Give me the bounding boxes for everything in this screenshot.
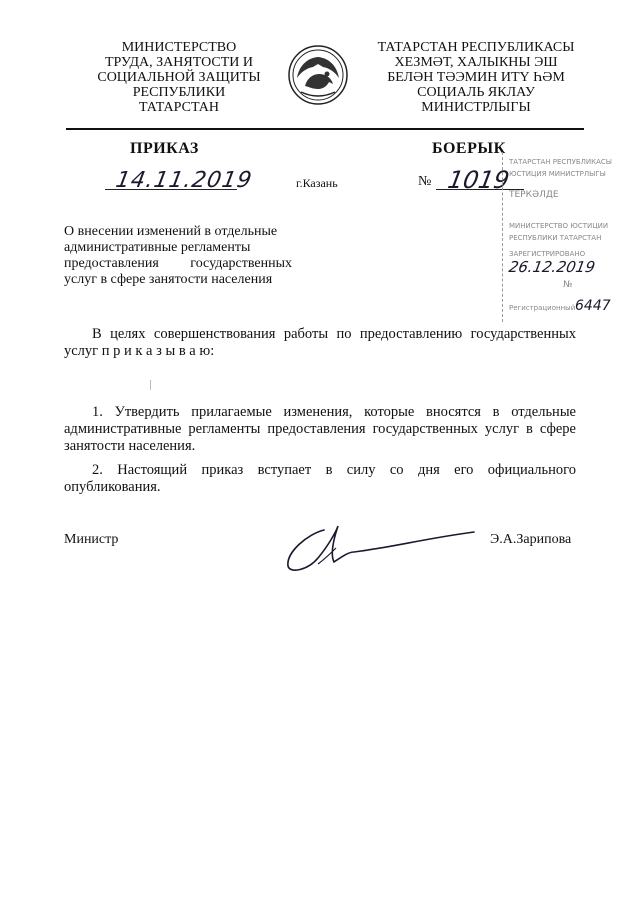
subject-line: О внесении изменений в отдельные bbox=[64, 224, 278, 239]
body-item-2: 2. Настоящий приказ вступает в силу со дня его официального опубликования. bbox=[64, 462, 576, 495]
stamp-line: ЗАРЕГИСТРИРОВАНО bbox=[509, 250, 586, 258]
order-date: 14.11.2019 bbox=[113, 168, 255, 193]
stamp-line: МИНИСТЕРСТВО ЮСТИЦИИ bbox=[509, 222, 609, 230]
ministry-name-line: СОЦИАЛЬНОЙ ЗАЩИТЫ bbox=[97, 70, 261, 85]
stamp-number-label: № bbox=[563, 280, 573, 290]
stamp-line: ЮСТИЦИЯ МИНИСТРЛЫГЫ bbox=[509, 170, 606, 178]
ministry-name-tatar bbox=[360, 40, 592, 115]
subject-line: услуг в сфере занятости населения bbox=[64, 272, 273, 287]
ministry-name-line: МИНИСТЕРСТВО bbox=[121, 40, 237, 55]
ministry-name-line: РЕСПУБЛИКИ bbox=[132, 85, 226, 100]
tatarstan-coat-of-arms-icon bbox=[287, 44, 349, 106]
subject-line: предоставления государственных bbox=[64, 256, 292, 271]
registration-stamp bbox=[502, 152, 617, 322]
order-type-tatar: БОЕРЫК bbox=[432, 140, 506, 157]
stamp-registration-date: 26.12.2019 bbox=[507, 258, 597, 276]
order-city: г.Казань bbox=[296, 176, 338, 190]
signatory-title: Министр bbox=[64, 532, 119, 547]
ministry-name-line: СОЦИАЛЬ ЯКЛАУ bbox=[417, 85, 535, 100]
ministry-name-line: ТРУДА, ЗАНЯТОСТИ И bbox=[105, 55, 253, 70]
ministry-name-line: ТАТАРСТАН РЕСПУБЛИКАСЫ bbox=[377, 40, 575, 55]
scan-mark bbox=[150, 380, 151, 390]
stamp-reg-prefix: Регистрационный bbox=[509, 304, 576, 312]
header-divider bbox=[66, 128, 584, 130]
ministry-name-line: МИНИСТРЛЫГЫ bbox=[421, 100, 531, 115]
order-number: 1019 bbox=[445, 166, 512, 194]
number-sign: № bbox=[418, 174, 432, 189]
handwritten-signature-icon bbox=[278, 518, 478, 576]
ministry-name-russian bbox=[72, 40, 286, 115]
order-type-russian: ПРИКАЗ bbox=[130, 140, 199, 157]
stamp-registration-number: 6447 bbox=[575, 298, 611, 314]
stamp-line: РЕСПУБЛИКИ ТАТАРСТАН bbox=[509, 234, 602, 242]
order-subject bbox=[64, 224, 292, 288]
date-underline bbox=[105, 189, 237, 190]
subject-line: административные регламенты bbox=[64, 240, 251, 255]
body-intro: В целях совершенствования работы по предоставлению государственных услуг п р и к а з ы в а ю: bbox=[64, 326, 576, 359]
ministry-name-line: ХЕЗМӘТ, ХАЛЫКНЫ ЭШ bbox=[394, 55, 558, 70]
stamp-line: ТАТАРСТАН РЕСПУБЛИКАСЫ bbox=[509, 158, 612, 166]
ministry-name-line: БЕЛӘН ТӘЭМИН ИТҮ ҺӘМ bbox=[387, 70, 565, 85]
body-item-1: 1. Утвердить прилагаемые изменения, которые вносятся в отдельные административные регламенты предоставления государственных услуг в сфере занятости населения. bbox=[64, 404, 576, 454]
stamp-line: ТЕРКӘЛДЕ bbox=[509, 190, 559, 200]
ministry-name-line: ТАТАРСТАН bbox=[138, 100, 220, 115]
signatory-name: Э.А.Зарипова bbox=[490, 532, 572, 547]
